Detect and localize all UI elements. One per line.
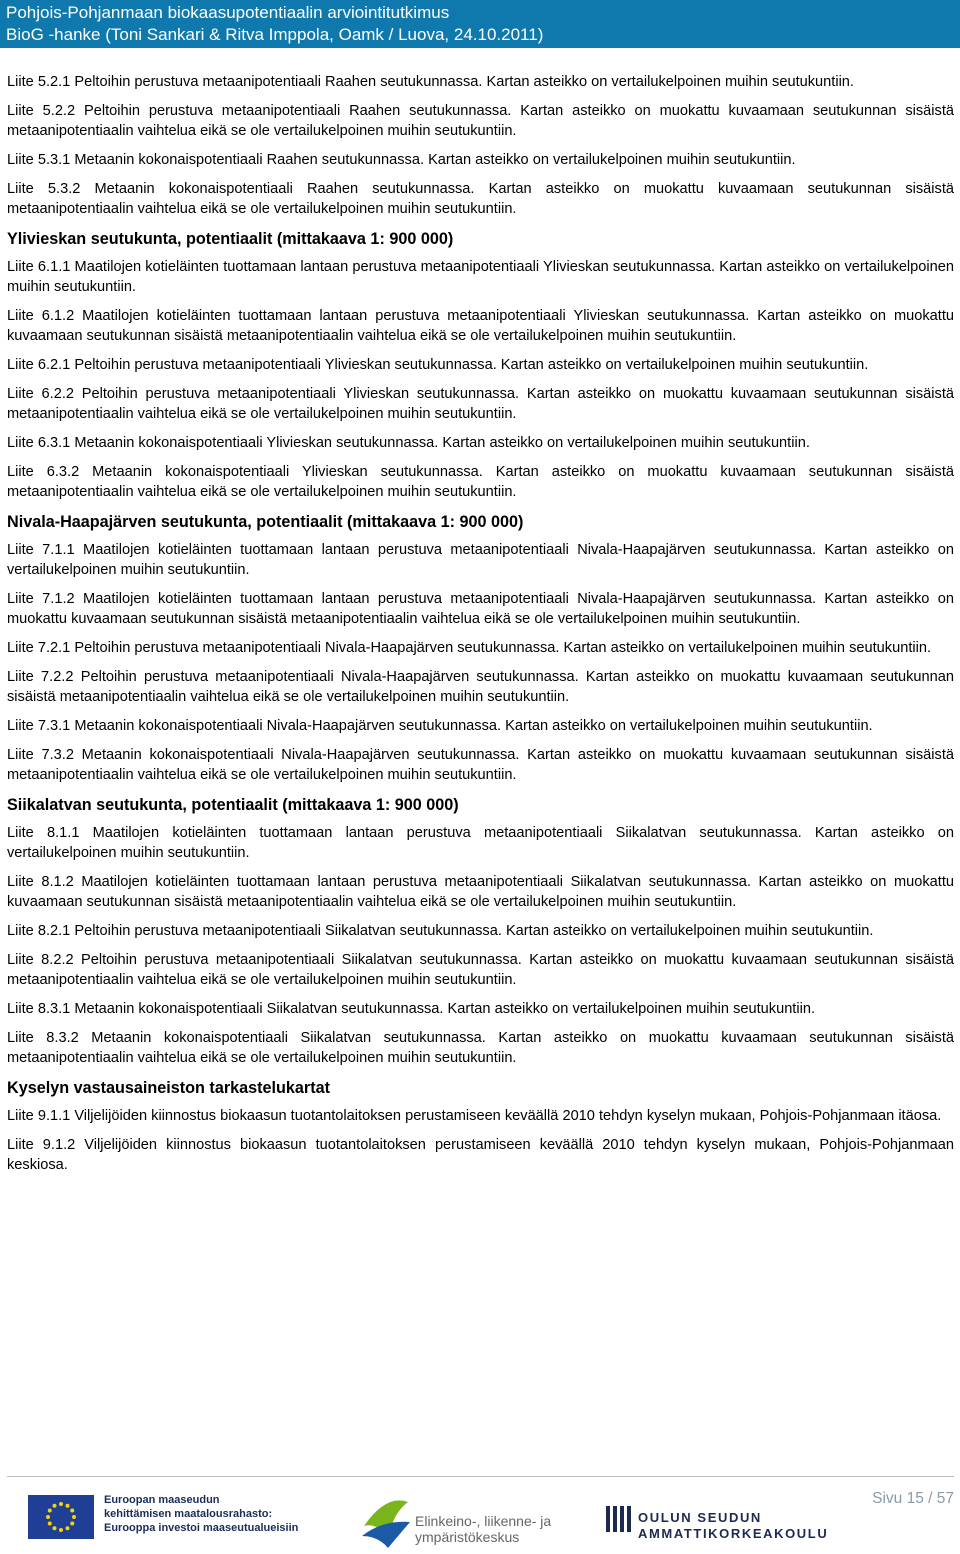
oamk-logo-icon — [604, 1502, 634, 1536]
eu-logo-line-3: Eurooppa investoi maaseutualueisiin — [104, 1522, 299, 1534]
appendix-item: Liite 6.1.2 Maatilojen kotieläinten tuottamaan lantaan perustuva metaanipotentiaali Ylivieskan seutukunnassa. Kartan asteikko on muokattu kuvaamaan seutukunnan sisäistä metaanipotentiaalin vaihtelua eikä se ole vertailukelpoinen muihin seutukuntiin. — [7, 308, 954, 344]
section-heading: Nivala-Haapajärven seutukunta, potentiaalit (mittakaava 1: 900 000) — [7, 513, 524, 531]
appendix-item: Liite 8.2.2 Peltoihin perustuva metaanipotentiaali Siikalatvan seutukunnassa. Kartan asteikko on muokattu kuvaamaan seutukunnan sisäistä metaanipotentiaalin vaihtelua eikä se ole vertailukelpoinen muihin seutukuntiin. — [7, 952, 954, 988]
appendix-item: Liite 7.2.1 Peltoihin perustuva metaanipotentiaali Nivala-Haapajärven seutukunnassa. Kartan asteikko on vertailukelpoinen muihin seutukuntiin. — [7, 640, 932, 656]
oamk-logo-text — [638, 1510, 828, 1542]
appendix-item: Liite 5.3.1 Metaanin kokonaispotentiaali Raahen seutukunnassa. Kartan asteikko on vertailukelpoinen muihin seutukuntiin. — [7, 152, 796, 168]
eu-star-icon — [48, 1522, 52, 1526]
appendix-item: Liite 9.1.2 Viljelijöiden kiinnostus biokaasun tuotantolaitoksen perustamiseen keväällä 2010 tehdyn kyselyn mukaan, Pohjois-Pohjanmaan keskiosa. — [7, 1137, 954, 1173]
header-subtitle: BioG -hanke (Toni Sankari & Ritva Imppola, Oamk / Luova, 24.10.2011) — [6, 25, 544, 44]
document-body — [7, 72, 954, 1184]
appendix-item: Liite 5.2.1 Peltoihin perustuva metaanipotentiaali Raahen seutukunnassa. Kartan asteikko on vertailukelpoinen muihin seutukuntiin. — [7, 74, 854, 90]
eu-logo-line-2: kehittämisen maatalousrahasto: — [104, 1508, 273, 1520]
eu-star-icon — [48, 1509, 52, 1513]
oamk-logo-line-2: AMMATTIKORKEAKOULU — [638, 1526, 829, 1541]
appendix-item: Liite 7.3.1 Metaanin kokonaispotentiaali Nivala-Haapajärven seutukunnassa. Kartan asteikko on vertailukelpoinen muihin seutukuntiin. — [7, 718, 873, 734]
footer-divider — [7, 1476, 954, 1477]
appendix-item: Liite 6.3.2 Metaanin kokonaispotentiaali Ylivieskan seutukunnassa. Kartan asteikko on muokattu kuvaamaan seutukunnan sisäistä metaanipotentiaalin vaihtelua eikä se ole vertailukelpoinen muihin seutukuntiin. — [7, 464, 954, 500]
ely-logo-line-1: Elinkeino-, liikenne- ja — [415, 1513, 552, 1529]
eu-star-icon — [66, 1504, 70, 1508]
appendix-item: Liite 5.2.2 Peltoihin perustuva metaanipotentiaali Raahen seutukunnassa. Kartan asteikko on muokattu kuvaamaan seutukunnan sisäistä metaanipotentiaalin vaihtelua eikä se ole vertailukelpoinen muihin seutukuntiin. — [7, 103, 954, 139]
appendix-item: Liite 8.3.2 Metaanin kokonaispotentiaali Siikalatvan seutukunnassa. Kartan asteikko on muokattu kuvaamaan seutukunnan sisäistä metaanipotentiaalin vaihtelua eikä se ole vertailukelpoinen muihin seutukuntiin. — [7, 1030, 954, 1066]
appendix-item: Liite 5.3.2 Metaanin kokonaispotentiaali Raahen seutukunnassa. Kartan asteikko on muokattu kuvaamaan seutukunnan sisäistä metaanipotentiaalin vaihtelua eikä se ole vertailukelpoinen muihin seutukuntiin. — [7, 181, 954, 217]
appendix-item: Liite 7.2.2 Peltoihin perustuva metaanipotentiaali Nivala-Haapajärven seutukunnassa. Kartan asteikko on muokattu kuvaamaan seutukunnan sisäistä metaanipotentiaalin vaihtelua eikä se ole vertailukelpoinen muihin seutukuntiin. — [7, 669, 954, 705]
eu-star-icon — [59, 1502, 63, 1506]
document-header — [0, 0, 960, 48]
eu-star-icon — [72, 1515, 76, 1519]
appendix-item: Liite 8.2.1 Peltoihin perustuva metaanipotentiaali Siikalatvan seutukunnassa. Kartan asteikko on vertailukelpoinen muihin seutukuntiin. — [7, 923, 874, 939]
eu-star-icon — [59, 1528, 63, 1532]
section-heading: Kyselyn vastausaineiston tarkastelukartat — [7, 1079, 330, 1097]
appendix-item: Liite 9.1.1 Viljelijöiden kiinnostus biokaasun tuotantolaitoksen perustamiseen keväällä 2010 tehdyn kyselyn mukaan, Pohjois-Pohjanmaan itäosa. — [7, 1108, 942, 1124]
appendix-item: Liite 6.2.2 Peltoihin perustuva metaanipotentiaali Ylivieskan seutukunnassa. Kartan asteikko on muokattu kuvaamaan seutukunnan sisäistä metaanipotentiaalin vaihtelua eikä se ole vertailukelpoinen muihin seutukuntiin. — [7, 386, 954, 422]
oamk-logo-line-1: OULUN SEUDUN — [638, 1510, 762, 1525]
header-title: Pohjois-Pohjanmaan biokaasupotentiaalin arviointitutkimus — [6, 3, 450, 22]
appendix-item: Liite 6.3.1 Metaanin kokonaispotentiaali Ylivieskan seutukunnassa. Kartan asteikko on vertailukelpoinen muihin seutukuntiin. — [7, 435, 810, 451]
eu-logo-line-1: Euroopan maaseudun — [104, 1494, 220, 1506]
appendix-item: Liite 8.1.2 Maatilojen kotieläinten tuottamaan lantaan perustuva metaanipotentiaali Siikalatvan seutukunnassa. Kartan asteikko on muokattu kuvaamaan seutukunnan sisäistä metaanipotentiaalin vaihtelua eikä se ole vertailukelpoinen muihin seutukuntiin. — [7, 874, 954, 910]
eu-fund-logo-text — [104, 1493, 298, 1535]
eu-star-icon — [66, 1526, 70, 1530]
appendix-item: Liite 7.1.2 Maatilojen kotieläinten tuottamaan lantaan perustuva metaanipotentiaali Nivala-Haapajärven seutukunnassa. Kartan asteikko on muokattu kuvaamaan seutukunnan sisäistä metaanipotentiaalin vaihtelua eikä se ole vertailukelpoinen muihin seutukuntiin. — [7, 591, 954, 627]
section-heading: Ylivieskan seutukunta, potentiaalit (mittakaava 1: 900 000) — [7, 230, 454, 248]
eu-star-icon — [46, 1515, 50, 1519]
ely-logo-line-2: ympäristökeskus — [415, 1529, 520, 1545]
ely-centre-logo-text — [415, 1513, 551, 1545]
appendix-item: Liite 6.1.1 Maatilojen kotieläinten tuottamaan lantaan perustuva metaanipotentiaali Ylivieskan seutukunnassa. Kartan asteikko on vertailukelpoinen muihin seutukuntiin. — [7, 259, 954, 295]
appendix-item: Liite 7.3.2 Metaanin kokonaispotentiaali Nivala-Haapajärven seutukunnassa. Kartan asteikko on muokattu kuvaamaan seutukunnan sisäistä metaanipotentiaalin vaihtelua eikä se ole vertailukelpoinen muihin seutukuntiin. — [7, 747, 954, 783]
appendix-item: Liite 8.1.1 Maatilojen kotieläinten tuottamaan lantaan perustuva metaanipotentiaali Siikalatvan seutukunnassa. Kartan asteikko on vertailukelpoinen muihin seutukuntiin. — [7, 825, 954, 861]
ely-centre-logo-icon — [358, 1492, 414, 1550]
appendix-item: Liite 6.2.1 Peltoihin perustuva metaanipotentiaali Ylivieskan seutukunnassa. Kartan asteikko on vertailukelpoinen muihin seutukuntiin. — [7, 357, 869, 373]
eu-star-icon — [70, 1509, 74, 1513]
eu-star-icon — [70, 1522, 74, 1526]
appendix-item: Liite 8.3.1 Metaanin kokonaispotentiaali Siikalatvan seutukunnassa. Kartan asteikko on vertailukelpoinen muihin seutukuntiin. — [7, 1001, 816, 1017]
eu-star-icon — [53, 1526, 57, 1530]
appendix-item: Liite 7.1.1 Maatilojen kotieläinten tuottamaan lantaan perustuva metaanipotentiaali Nivala-Haapajärven seutukunnassa. Kartan asteikko on vertailukelpoinen muihin seutukuntiin. — [7, 542, 954, 578]
section-heading: Siikalatvan seutukunta, potentiaalit (mittakaava 1: 900 000) — [7, 796, 459, 814]
page-number: Sivu 15 / 57 — [872, 1490, 954, 1507]
eu-star-icon — [53, 1504, 57, 1508]
eu-flag-icon — [28, 1495, 94, 1539]
